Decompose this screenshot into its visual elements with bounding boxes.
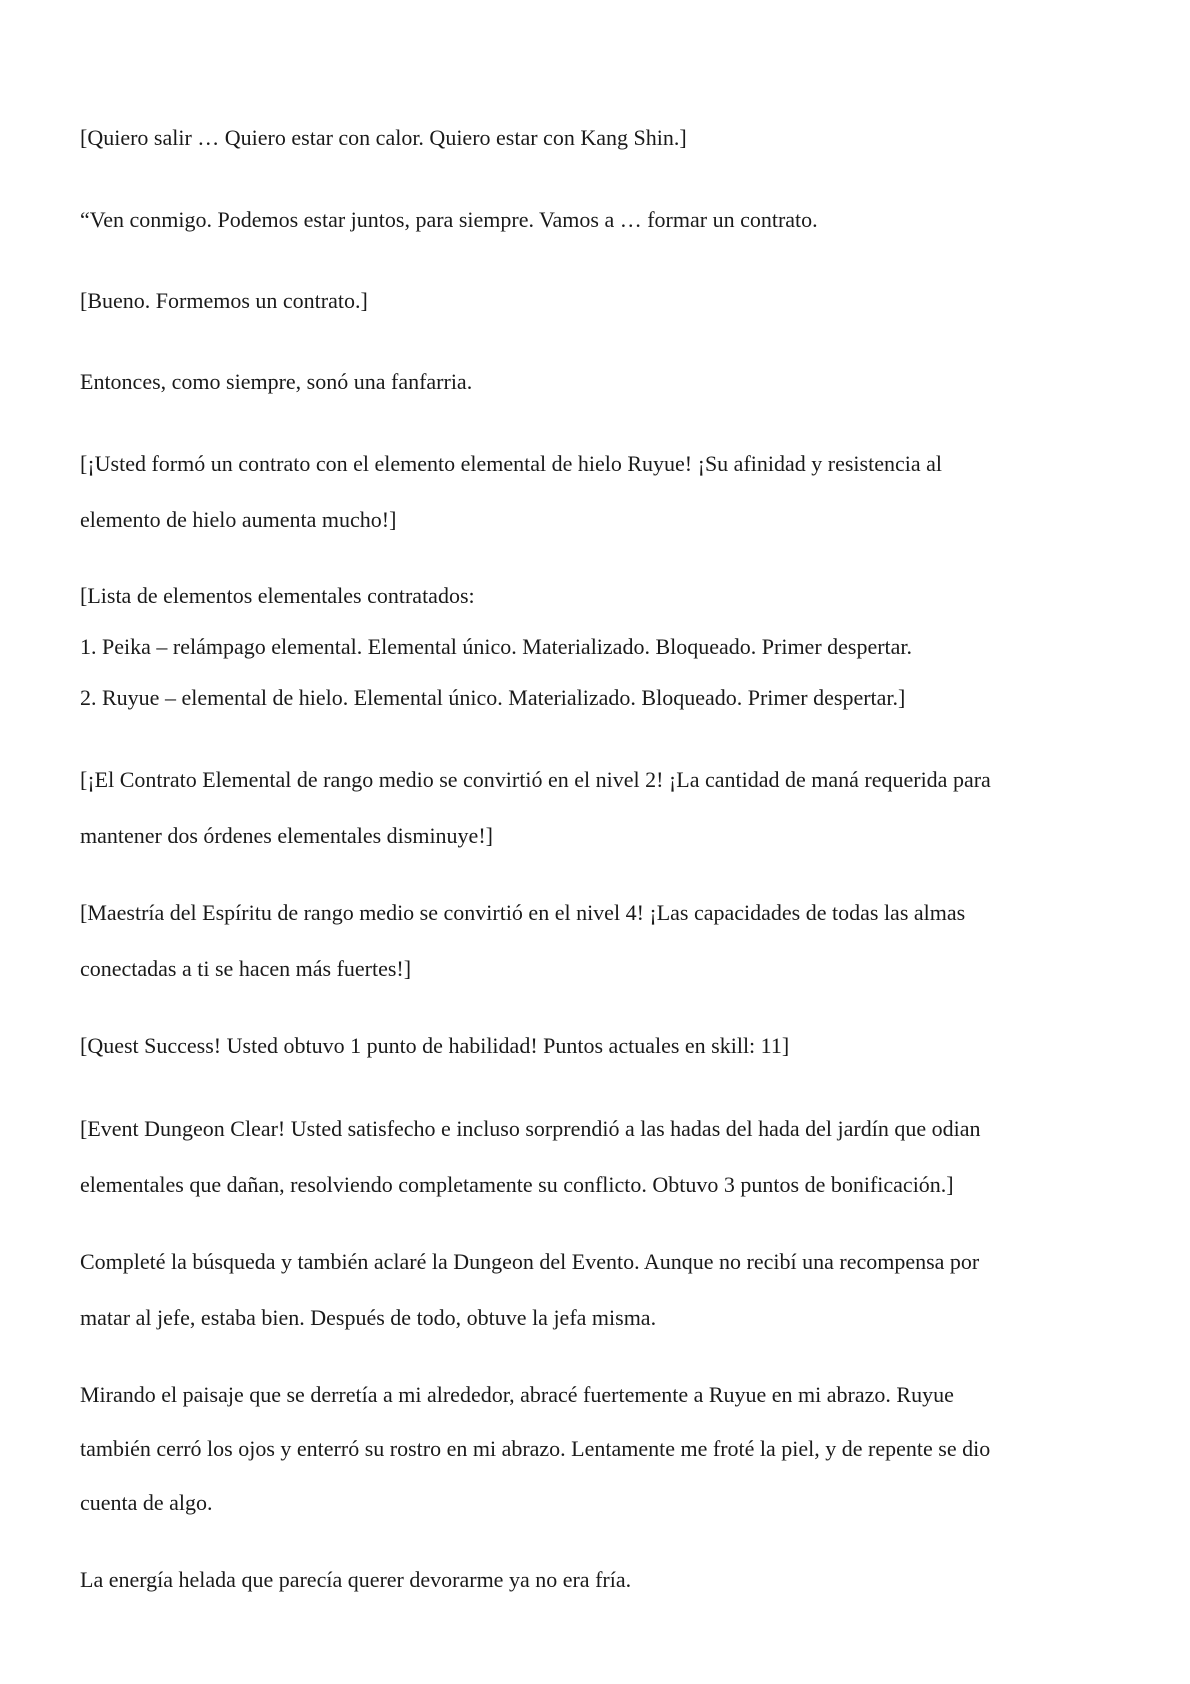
paragraph-5: [80, 450, 1110, 534]
paragraph-line: [Maestría del Espíritu de rango medio se convirtió en el nivel 4! ¡Las capacidades de todas las almas: [80, 900, 966, 925]
paragraph-line: 2. Ruyue – elemental de hielo. Elemental único. Materializado. Bloqueado. Primer despertar.]: [80, 685, 906, 710]
paragraph-line: 1. Peika – relámpago elemental. Elemental único. Materializado. Bloqueado. Primer despertar.: [80, 634, 913, 659]
paragraph-line: [Bueno. Formemos un contrato.]: [80, 288, 368, 313]
paragraph-line: [Quest Success! Usted obtuvo 1 punto de habilidad! Puntos actuales en skill: 11]: [80, 1033, 790, 1058]
paragraph-7: [80, 766, 1110, 850]
paragraph-9: [80, 1032, 1110, 1060]
paragraph-line: conectadas a ti se hacen más fuertes!]: [80, 956, 412, 981]
paragraph-line: también cerró los ojos y enterró su rostro en mi abrazo. Lentamente me froté la piel, y de repente se dio: [80, 1436, 991, 1461]
paragraph-line: elemento de hielo aumenta mucho!]: [80, 507, 397, 532]
paragraph-10: [80, 1115, 1110, 1199]
paragraph-line: [Lista de elementos elementales contratados:: [80, 583, 475, 608]
paragraph-13: [80, 1566, 1110, 1594]
paragraph-line: Mirando el paisaje que se derretía a mi alrededor, abracé fuertemente a Ruyue en mi abrazo. Ruyue: [80, 1382, 954, 1407]
paragraph-line: [¡El Contrato Elemental de rango medio se convirtió en el nivel 2! ¡La cantidad de maná requerida para: [80, 767, 991, 792]
paragraph-line: [Event Dungeon Clear! Usted satisfecho e incluso sorprendió a las hadas del hada del jardín que odian: [80, 1116, 981, 1141]
paragraph-line: matar al jefe, estaba bien. Después de todo, obtuve la jefa misma.: [80, 1305, 657, 1330]
paragraph-6: [80, 582, 1110, 712]
paragraph-8: [80, 899, 1110, 983]
paragraph-2: [80, 206, 1110, 234]
paragraph-1: [80, 124, 1110, 152]
paragraph-line: [¡Usted formó un contrato con el elemento elemental de hielo Ruyue! ¡Su afinidad y resistencia al: [80, 451, 942, 476]
paragraph-11: [80, 1248, 1110, 1332]
paragraph-line: Entonces, como siempre, sonó una fanfarria.: [80, 369, 473, 394]
paragraph-line: “Ven conmigo. Podemos estar juntos, para siempre. Vamos a … formar un contrato.: [80, 207, 818, 232]
paragraph-3: [80, 287, 1110, 315]
paragraph-line: elementales que dañan, resolviendo completamente su conflicto. Obtuvo 3 puntos de bonificación.]: [80, 1172, 954, 1197]
paragraph-line: mantener dos órdenes elementales disminuye!]: [80, 823, 493, 848]
paragraph-line: Completé la búsqueda y también aclaré la Dungeon del Evento. Aunque no recibí una recompensa por: [80, 1249, 980, 1274]
paragraph-12: [80, 1381, 1110, 1517]
paragraph-line: cuenta de algo.: [80, 1490, 213, 1515]
paragraph-line: [Quiero salir … Quiero estar con calor. Quiero estar con Kang Shin.]: [80, 125, 687, 150]
paragraph-line: La energía helada que parecía querer devorarme ya no era fría.: [80, 1567, 632, 1592]
paragraph-4: [80, 368, 1110, 396]
